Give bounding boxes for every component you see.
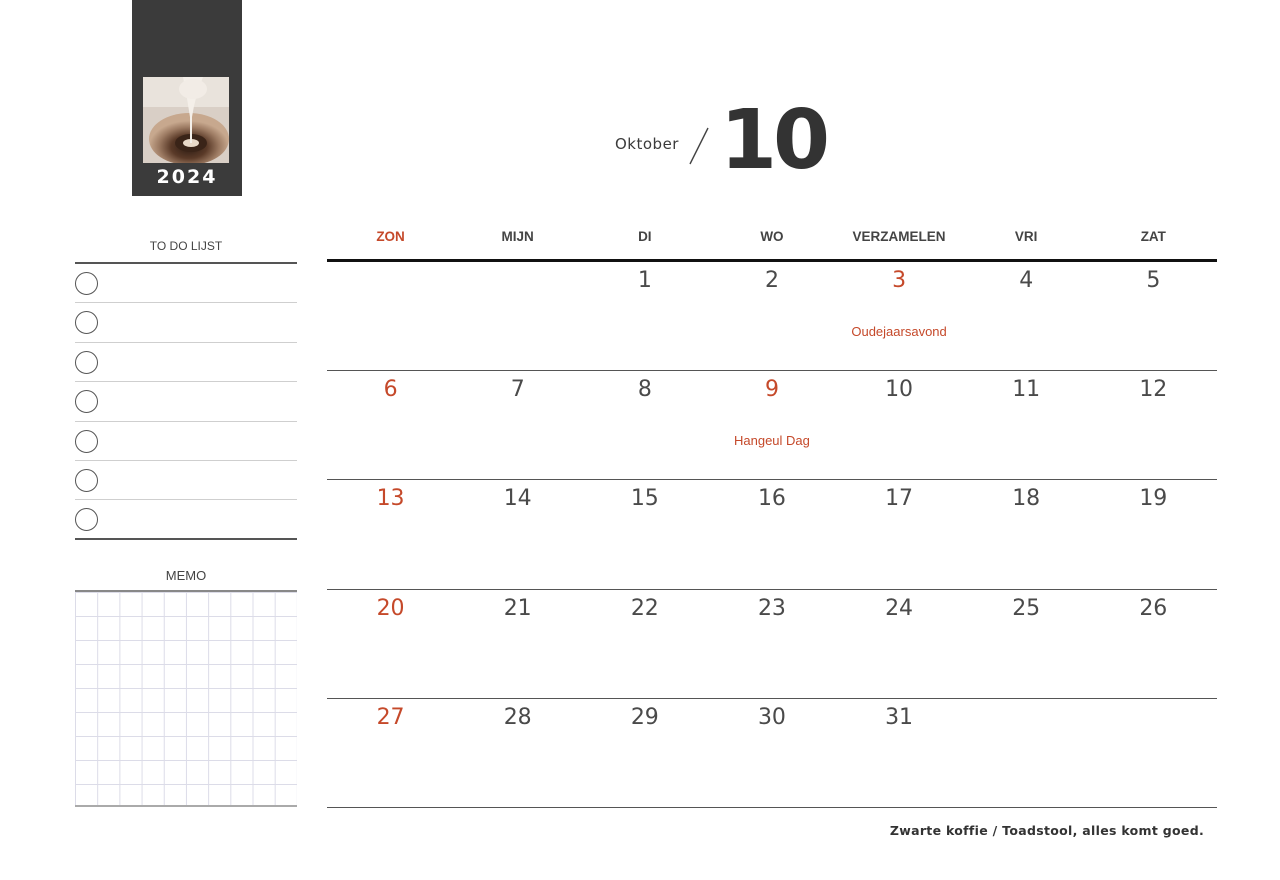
day-number: 8 (637, 377, 652, 403)
day-cell[interactable] (963, 262, 1090, 370)
todo-item[interactable] (75, 382, 297, 421)
weekday-label: MIJN (501, 229, 534, 244)
day-cell[interactable] (454, 371, 581, 479)
day-cell[interactable] (581, 262, 708, 370)
weekday-label: DI (638, 229, 652, 244)
day-number: 11 (1012, 377, 1041, 403)
footer-quote: Zwarte koffie / Toadstool, alles komt goed. (889, 823, 1204, 838)
memo-title: MEMO (75, 566, 297, 592)
day-number: 19 (1139, 486, 1168, 512)
day-cell[interactable] (708, 371, 835, 479)
month-number: 10 (720, 93, 827, 188)
checkbox-circle-icon[interactable] (75, 469, 98, 492)
day-cell[interactable] (708, 590, 835, 698)
day-number: 14 (503, 486, 532, 512)
day-number: 21 (503, 595, 532, 621)
day-number: 15 (630, 486, 659, 512)
day-cell[interactable] (327, 699, 454, 807)
day-number (963, 699, 1090, 705)
day-cell[interactable] (1090, 371, 1217, 479)
todo-list (75, 236, 297, 540)
day-cell[interactable] (581, 699, 708, 807)
week-row (327, 262, 1217, 371)
weekday-label: ZAT (1140, 229, 1166, 244)
day-number: 27 (376, 704, 405, 730)
day-number: 23 (757, 595, 786, 621)
day-cell[interactable] (581, 371, 708, 479)
week-row (327, 699, 1217, 808)
todo-item[interactable] (75, 303, 297, 342)
checkbox-circle-icon[interactable] (75, 430, 98, 453)
todo-item[interactable] (75, 422, 297, 461)
day-cell[interactable] (327, 590, 454, 698)
checkbox-circle-icon[interactable] (75, 508, 98, 531)
day-number: 3 (892, 268, 907, 293)
day-cell[interactable] (581, 590, 708, 698)
week-row (327, 480, 1217, 589)
day-cell[interactable] (963, 699, 1090, 807)
day-cell[interactable] (454, 699, 581, 807)
day-cell[interactable] (1090, 699, 1217, 807)
day-number: 30 (757, 704, 786, 730)
day-cell[interactable] (1090, 480, 1217, 588)
day-number: 1 (637, 268, 652, 293)
year-label: 2024 (156, 166, 218, 188)
checkbox-circle-icon[interactable] (75, 311, 98, 334)
day-number: 20 (376, 595, 405, 621)
day-cell[interactable] (836, 371, 963, 479)
holiday-label: Hangeul Dag (733, 433, 810, 449)
day-number: 12 (1139, 377, 1168, 403)
todo-item[interactable] (75, 343, 297, 382)
day-number: 7 (510, 377, 525, 403)
day-cell[interactable] (327, 371, 454, 479)
todo-item[interactable] (75, 500, 297, 539)
day-number (1090, 699, 1217, 705)
day-number: 26 (1139, 595, 1168, 621)
todo-item[interactable] (75, 461, 297, 500)
day-cell[interactable] (454, 590, 581, 698)
day-cell[interactable] (708, 480, 835, 588)
day-number (454, 262, 581, 268)
day-cell[interactable] (327, 262, 454, 370)
year-tag (132, 0, 242, 196)
day-cell[interactable] (963, 480, 1090, 588)
day-cell[interactable] (581, 480, 708, 588)
day-number: 18 (1012, 486, 1041, 512)
day-cell[interactable] (327, 480, 454, 588)
day-number: 2 (764, 268, 779, 293)
weekday-label: VRI (1014, 229, 1038, 244)
day-cell[interactable] (836, 590, 963, 698)
day-cell[interactable] (454, 480, 581, 588)
coffee-photo-image (143, 77, 229, 163)
week-row (327, 590, 1217, 699)
day-number: 10 (885, 377, 914, 403)
day-number: 25 (1012, 595, 1041, 621)
checkbox-circle-icon[interactable] (75, 351, 98, 374)
weekday-label: VERZAMELEN (852, 229, 946, 244)
day-number (327, 262, 454, 268)
day-number: 4 (1019, 268, 1034, 293)
day-cell[interactable] (963, 371, 1090, 479)
day-number: 13 (376, 486, 405, 512)
day-number: 31 (885, 704, 914, 730)
weekday-label: WO (760, 229, 784, 244)
day-number: 16 (757, 486, 786, 512)
todo-title: TO DO LIJST (75, 236, 297, 264)
day-cell[interactable] (836, 699, 963, 807)
memo-grid[interactable] (75, 592, 297, 807)
day-cell[interactable] (454, 262, 581, 370)
day-number: 17 (885, 486, 914, 512)
slash-divider (688, 124, 710, 166)
todo-item[interactable] (75, 264, 297, 303)
day-cell[interactable] (708, 699, 835, 807)
day-cell[interactable] (963, 590, 1090, 698)
day-number: 24 (885, 595, 914, 621)
calendar-grid (327, 222, 1217, 808)
day-cell[interactable] (1090, 262, 1217, 370)
day-number: 6 (383, 377, 398, 403)
memo-section (75, 566, 297, 807)
weekday-label: ZON (376, 229, 405, 244)
day-number: 29 (630, 704, 659, 730)
week-row (327, 371, 1217, 480)
weekday-header (327, 222, 1217, 262)
day-cell[interactable] (1090, 590, 1217, 698)
day-number: 28 (503, 704, 532, 730)
day-cell[interactable] (708, 262, 835, 370)
day-number: 9 (764, 377, 779, 403)
coffee-photo (143, 77, 229, 163)
checkbox-circle-icon[interactable] (75, 272, 98, 295)
checkbox-circle-icon[interactable] (75, 390, 98, 413)
day-cell[interactable] (836, 262, 963, 370)
day-number: 5 (1146, 268, 1161, 293)
day-number: 22 (630, 595, 659, 621)
day-cell[interactable] (836, 480, 963, 588)
holiday-label: Oudejaarsavond (851, 324, 947, 339)
month-name: Oktober (615, 135, 679, 153)
